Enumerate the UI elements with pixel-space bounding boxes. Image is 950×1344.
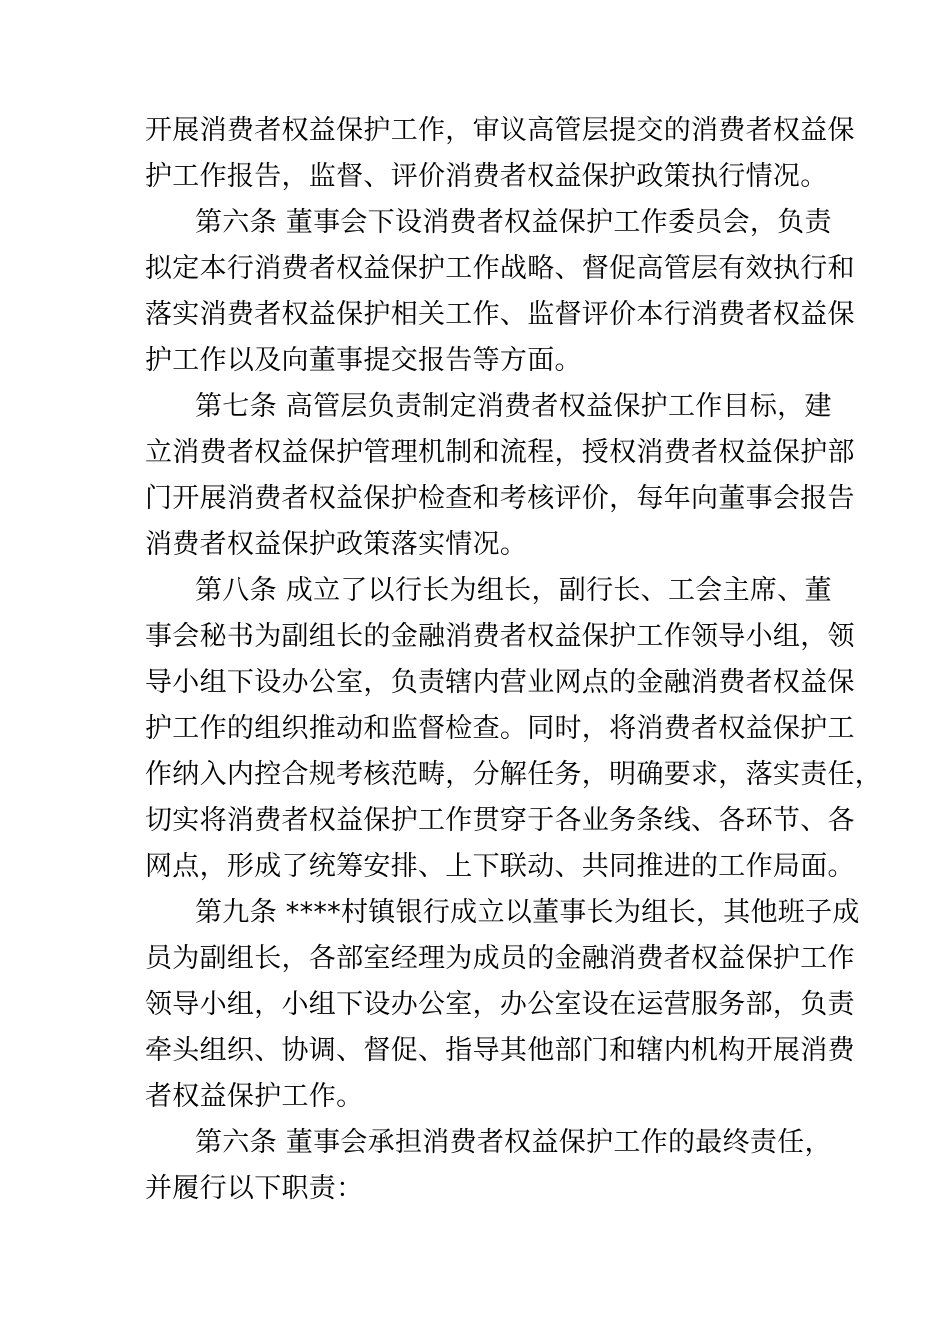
- text-line: 导小组下设办公室，负责辖内营业网点的金融消费者权益保: [145, 667, 855, 698]
- text-line: 拟定本行消费者权益保护工作战略、督促高管层有效执行和: [145, 253, 855, 284]
- article-heading-line: 第八条 成立了以行长为组长，副行长、工会主席、董: [195, 575, 832, 606]
- text-line: 护工作报告，监督、评价消费者权益保护政策执行情况。: [145, 161, 828, 192]
- text-line: 网点，形成了统筹安排、上下联动、共同推进的工作局面。: [145, 851, 855, 882]
- text-line: 牵头组织、协调、督促、指导其他部门和辖内机构开展消费: [145, 1035, 855, 1066]
- text-line: 领导小组，小组下设办公室，办公室设在运营服务部，负责: [145, 989, 855, 1020]
- text-line: 员为副组长，各部室经理为成员的金融消费者权益保护工作: [145, 943, 855, 974]
- article-heading-line: 第六条 董事会承担消费者权益保护工作的最终责任，: [195, 1127, 832, 1158]
- article-heading-line: 第六条 董事会下设消费者权益保护工作委员会，负责: [195, 207, 832, 238]
- text-line: 消费者权益保护政策落实情况。: [145, 529, 528, 560]
- text-line: 护工作以及向董事提交报告等方面。: [145, 345, 582, 376]
- text-line: 作纳入内控合规考核范畴，分解任务，明确要求，落实责任，: [145, 759, 883, 790]
- text-line: 门开展消费者权益保护检查和考核评价，每年向董事会报告: [145, 483, 855, 514]
- text-line: 事会秘书为副组长的金融消费者权益保护工作领导小组，领: [145, 621, 855, 652]
- text-line: 立消费者权益保护管理机制和流程，授权消费者权益保护部: [145, 437, 855, 468]
- article-heading-line: 第七条 高管层负责制定消费者权益保护工作目标，建: [195, 391, 832, 422]
- text-line: 并履行以下职责：: [145, 1173, 364, 1204]
- text-line: 切实将消费者权益保护工作贯穿于各业务条线、各环节、各: [145, 805, 855, 836]
- text-line: 者权益保护工作。: [145, 1081, 364, 1112]
- article-heading-line: 第九条 ****村镇银行成立以董事长为组长，其他班子成: [195, 897, 860, 928]
- text-line: 开展消费者权益保护工作，审议高管层提交的消费者权益保: [145, 115, 855, 146]
- text-line: 落实消费者权益保护相关工作、监督评价本行消费者权益保: [145, 299, 855, 330]
- text-line: 护工作的组织推动和监督检查。同时，将消费者权益保护工: [145, 713, 855, 744]
